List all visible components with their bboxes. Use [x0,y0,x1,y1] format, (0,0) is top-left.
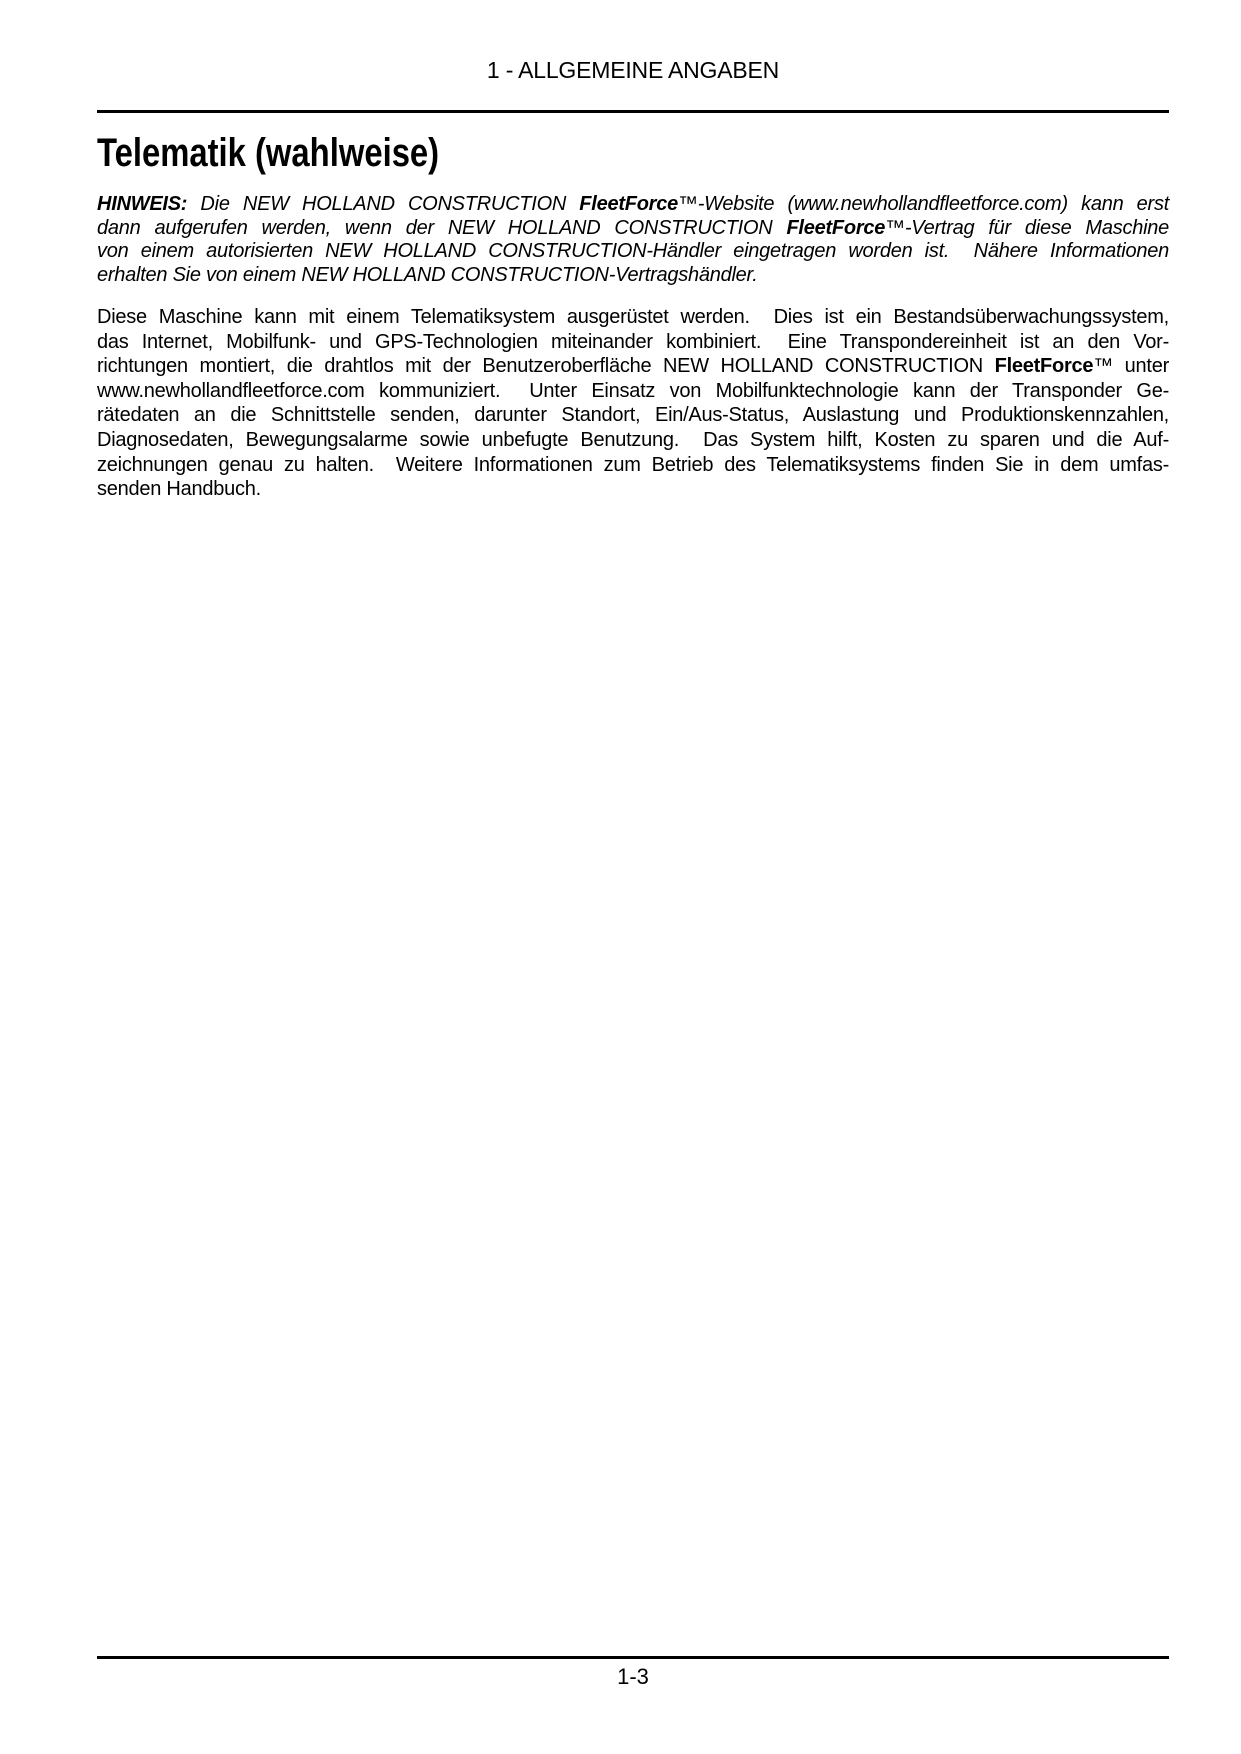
text-segment: dann aufgerufen werden, wenn der NEW HOLLAND CONSTRUCTION [97,216,787,239]
bold-text-segment: FleetForce [786,216,886,239]
bold-text-segment: HINWEIS: [97,193,188,215]
footer-rule [97,1656,1169,1659]
bold-text-segment: FleetForce [579,193,678,215]
text-segment: zeichnungen genau zu halten. Weitere Informationen zum Betrieb des Telematiksystems finden Sie in dem umfas- [97,453,1169,476]
text-line [97,379,1169,404]
text-segment: ™-Vertrag für diese Maschine [885,216,1170,239]
text-line [97,330,1169,355]
text-line [97,403,1169,428]
text-line [97,264,1169,288]
text-line [97,217,1169,241]
text-segment: erhalten Sie von einem NEW HOLLAND CONSTRUCTION-Vertragshändler. [97,263,758,286]
text-line [97,305,1169,330]
text-line [97,477,1169,502]
bold-text-segment: FleetForce [994,355,1094,378]
text-segment: rätedaten an die Schnittstelle senden, darunter Standort, Ein/Aus-Status, Auslastung und Produktionskennzahlen, [97,404,1169,427]
text-segment: ™ unter [1093,355,1169,378]
text-segment: senden Handbuch. [97,478,261,501]
text-line [97,428,1169,453]
text-segment: ™-Website (www.newhollandfleetforce.com) kann erst [677,193,1170,215]
text-line [97,354,1169,379]
note-paragraph [97,193,1169,287]
page-title: Telematik (wahlweise) [97,131,440,175]
body-paragraph [97,305,1169,502]
running-header: 1 - ALLGEMEINE ANGABEN [486,57,780,83]
text-segment: Die NEW HOLLAND CONSTRUCTION [187,193,580,215]
text-line [97,453,1169,478]
text-line [97,193,1169,217]
text-segment: von einem autorisierten NEW HOLLAND CONSTRUCTION-Händler eingetragen worden ist. Nähere Informationen [97,240,1169,262]
page-number: 1-3 [617,1664,649,1689]
text-segment: Diese Maschine kann mit einem Telematiksystem ausgerüstet werden. Dies ist ein Bestandsüberwachungssystem, [97,306,1169,328]
header-rule [97,110,1169,113]
text-segment: das Internet, Mobilfunk- und GPS-Technologien miteinander kombiniert. Eine Transpondereinheit ist an den Vor- [97,330,1169,353]
text-segment: www.newhollandfleetforce.com kommuniziert. Unter Einsatz von Mobilfunktechnologie kann der Transponder Ge- [97,379,1169,402]
text-segment: Diagnosedaten, Bewegungsalarme sowie unbefugte Benutzung. Das System hilft, Kosten zu sparen und die Auf- [97,428,1169,451]
text-line [97,240,1169,264]
text-segment: richtungen montiert, die drahtlos mit der Benutzeroberfläche NEW HOLLAND CONSTRUCTION [97,355,995,378]
